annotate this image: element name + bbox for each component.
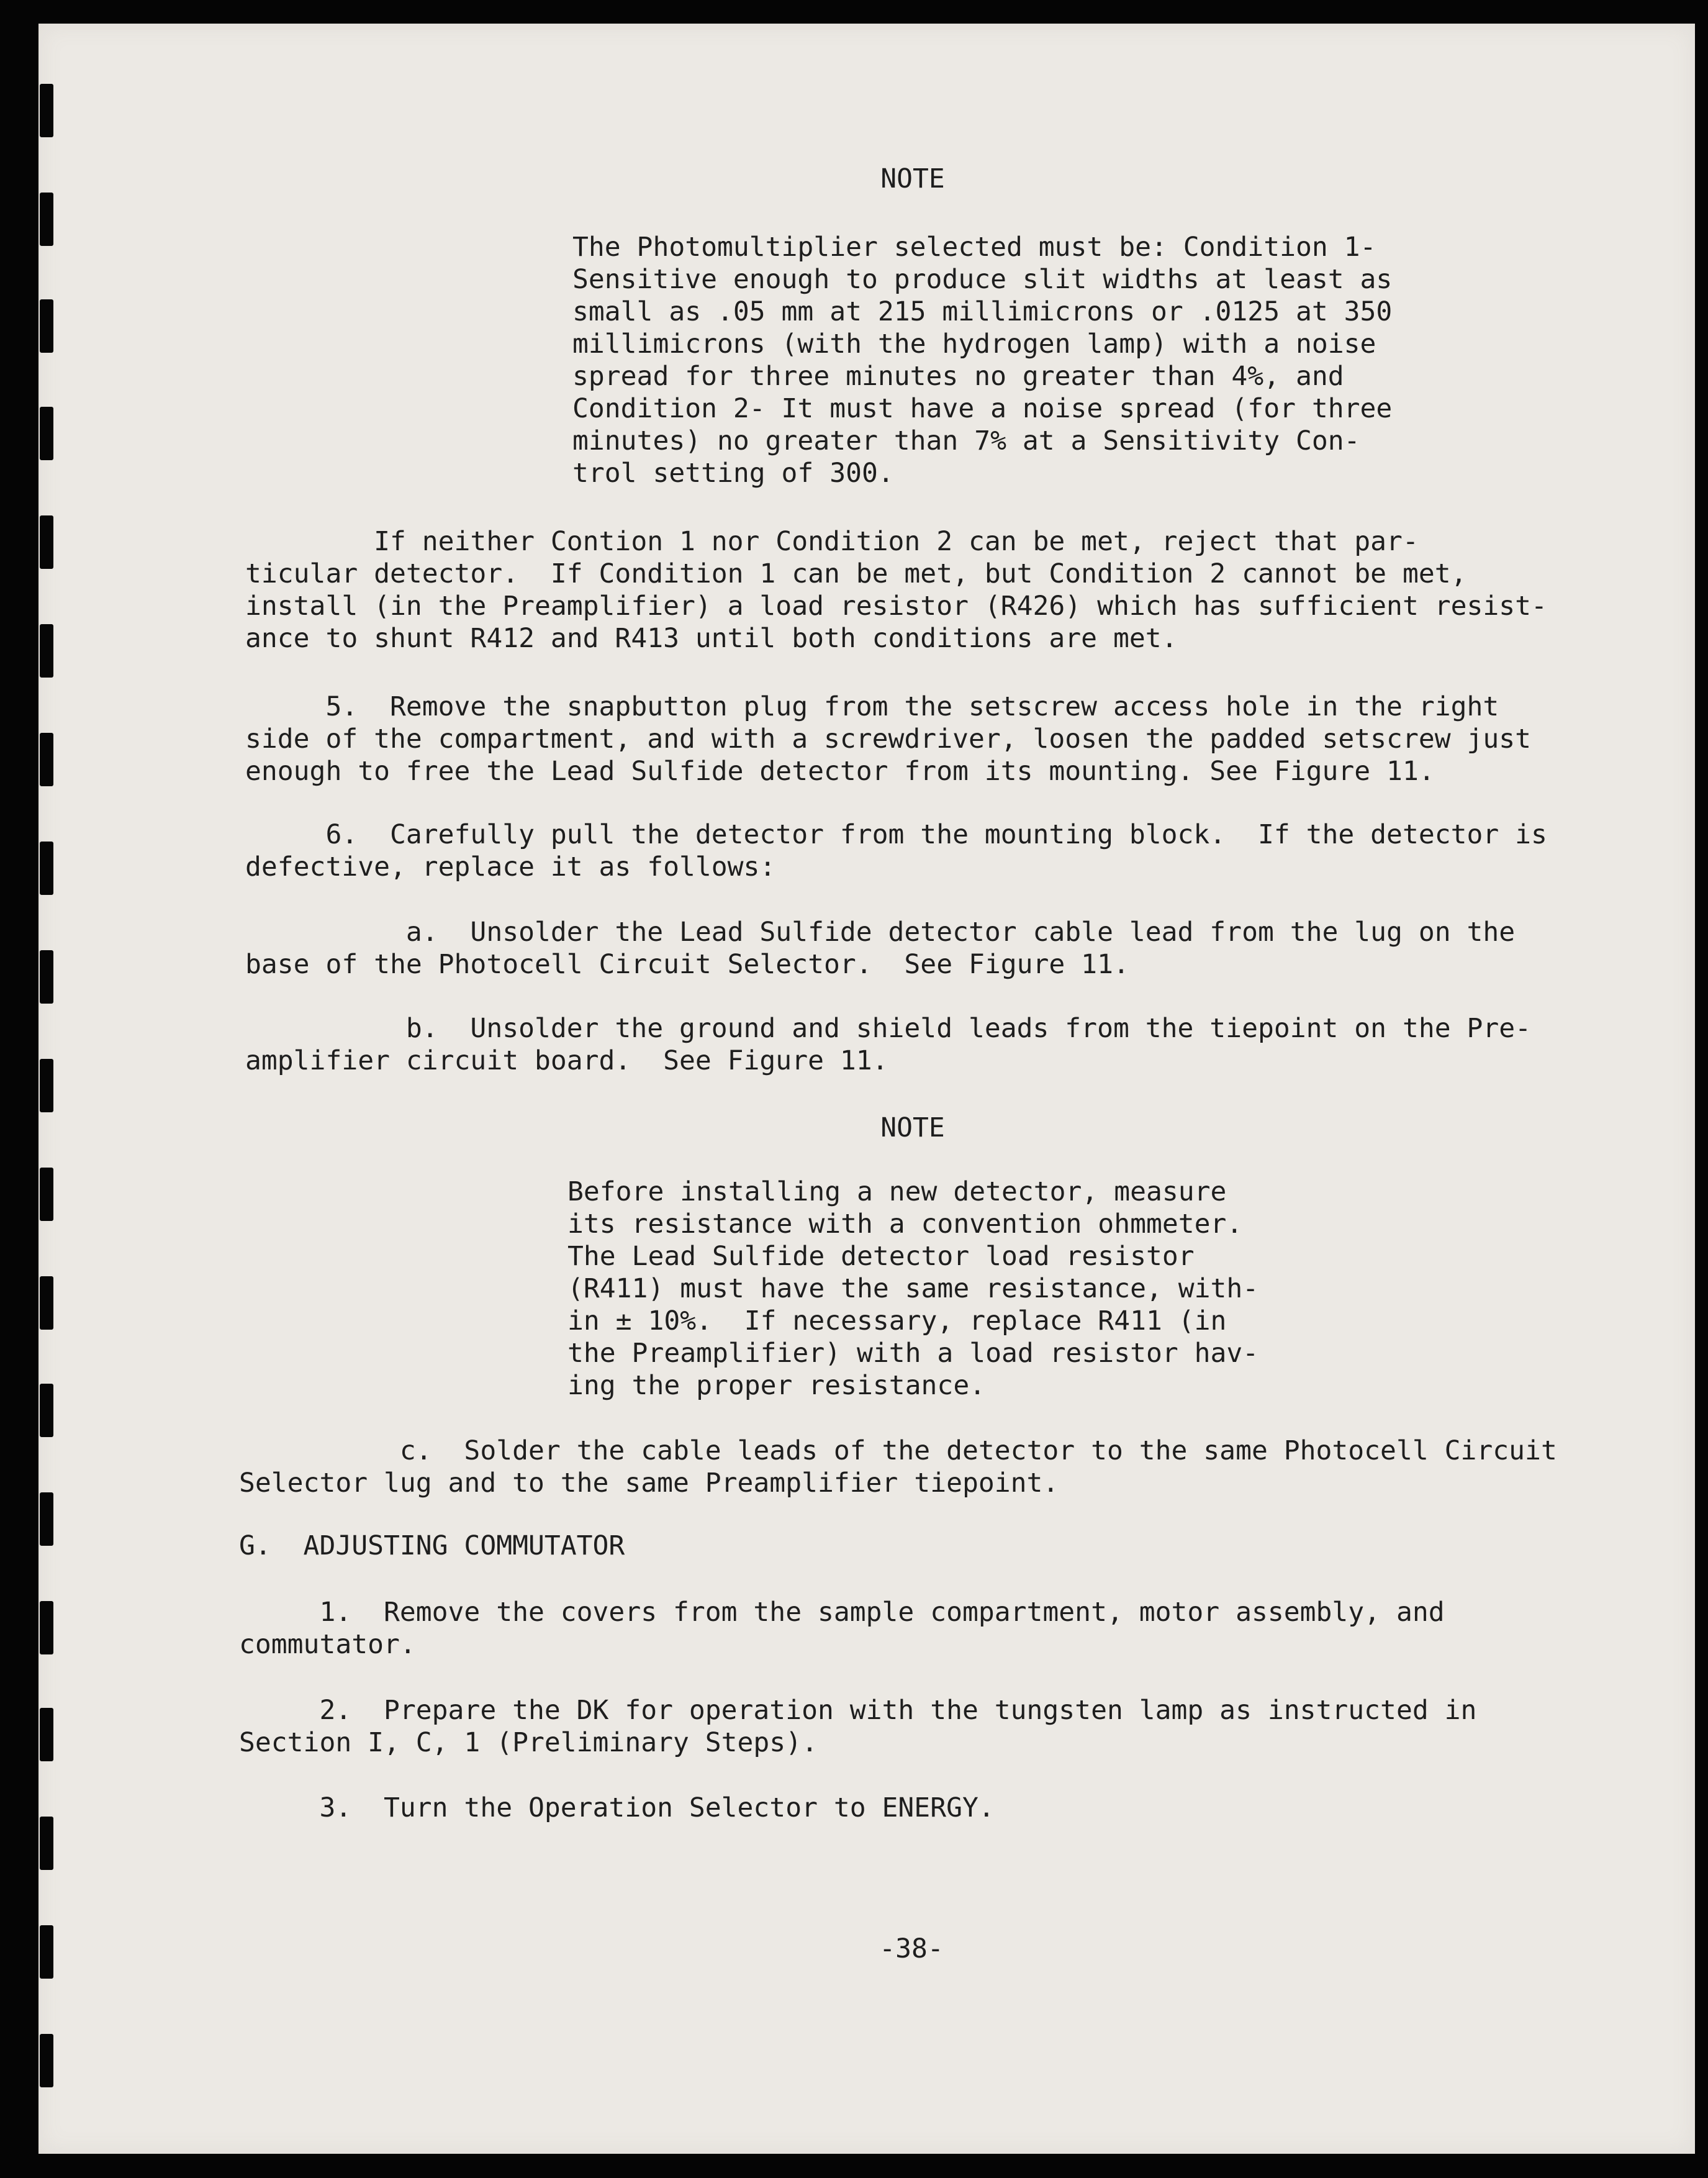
step-line: c. Solder the cable leads of the detector to the same Photocell Circuit — [239, 1435, 1557, 1466]
binder-hole — [40, 950, 53, 1004]
binder-hole — [40, 733, 53, 786]
binder-hole — [40, 299, 53, 353]
paragraph-line: ance to shunt R412 and R413 until both conditions are met. — [245, 623, 1178, 654]
binder-hole — [40, 624, 53, 678]
binder-hole — [40, 84, 53, 137]
note1-line: The Photomultiplier selected must be: Condition 1- — [572, 232, 1376, 263]
step-line: base of the Photocell Circuit Selector. See Figure 11. — [245, 949, 1129, 980]
note1-line: millimicrons (with the hydrogen lamp) with a noise — [572, 329, 1376, 360]
note1-line: minutes) no greater than 7% at a Sensitivity Con- — [572, 425, 1360, 456]
note2-line: the Preamplifier) with a load resistor hav- — [567, 1338, 1259, 1369]
binder-hole — [40, 1059, 53, 1112]
step-line: 5. Remove the snapbutton plug from the setscrew access hole in the right — [245, 691, 1499, 722]
note1-line: Condition 2- It must have a noise spread (for three — [572, 393, 1393, 424]
note1-line: spread for three minutes no greater than 4%, and — [572, 361, 1344, 392]
binder-hole — [40, 1925, 53, 1979]
binder-hole — [40, 2034, 53, 2087]
note2-line: ing the proper resistance. — [567, 1370, 986, 1401]
step-line: amplifier circuit board. See Figure 11. — [245, 1045, 888, 1076]
binder-hole — [40, 1708, 53, 1761]
step-line: 6. Carefully pull the detector from the mounting block. If the detector is — [245, 819, 1547, 850]
binder-hole — [40, 1384, 53, 1437]
step-line: b. Unsolder the ground and shield leads from the tiepoint on the Pre- — [245, 1013, 1532, 1044]
step-line: commutator. — [239, 1629, 416, 1660]
step-line: Section I, C, 1 (Preliminary Steps). — [239, 1727, 818, 1758]
paragraph-line: install (in the Preamplifier) a load resistor (R426) which has sufficient resist- — [245, 591, 1547, 622]
note1-line: small as .05 mm at 215 millimicrons or .0125 at 350 — [572, 296, 1393, 327]
note1-line: Sensitive enough to produce slit widths at least as — [572, 264, 1393, 295]
note1-line: trol setting of 300. — [572, 458, 894, 489]
step-line: 1. Remove the covers from the sample compartment, motor assembly, and — [239, 1597, 1445, 1628]
note2-line: The Lead Sulfide detector load resistor — [567, 1241, 1195, 1272]
step-line: 2. Prepare the DK for operation with the tungsten lamp as instructed in — [239, 1695, 1477, 1726]
step-line: defective, replace it as follows: — [245, 851, 776, 883]
section-g-heading: G. ADJUSTING COMMUTATOR — [239, 1530, 625, 1561]
binder-hole — [40, 1276, 53, 1330]
note1-title: NOTE — [880, 163, 945, 194]
note2-line: (R411) must have the same resistance, with- — [567, 1273, 1259, 1304]
step-line: side of the compartment, and with a screwdriver, loosen the padded setscrew just — [245, 724, 1532, 755]
note2-title: NOTE — [880, 1112, 945, 1143]
note2-line: Before installing a new detector, measure — [567, 1176, 1227, 1207]
binder-hole — [40, 1601, 53, 1654]
binder-hole — [40, 842, 53, 895]
binder-hole — [40, 1492, 53, 1546]
paragraph-line: ticular detector. If Condition 1 can be met, but Condition 2 cannot be met, — [245, 558, 1467, 589]
note2-line: its resistance with a convention ohmmeter. — [567, 1209, 1243, 1240]
step-line: Selector lug and to the same Preamplifier tiepoint. — [239, 1468, 1059, 1499]
step-line: 3. Turn the Operation Selector to ENERGY. — [239, 1792, 995, 1823]
binder-hole — [40, 1817, 53, 1870]
binder-hole — [40, 193, 53, 246]
paragraph-line: If neither Contion 1 nor Condition 2 can be met, reject that par- — [245, 526, 1419, 557]
binder-hole — [40, 515, 53, 569]
step-line: a. Unsolder the Lead Sulfide detector cable lead from the lug on the — [245, 917, 1516, 948]
binder-hole — [40, 407, 53, 460]
page-number: -38- — [879, 1933, 944, 1964]
note2-line: in ± 10%. If necessary, replace R411 (in — [567, 1305, 1227, 1336]
binder-hole — [40, 1168, 53, 1221]
step-line: enough to free the Lead Sulfide detector from its mounting. See Figure 11. — [245, 756, 1435, 787]
